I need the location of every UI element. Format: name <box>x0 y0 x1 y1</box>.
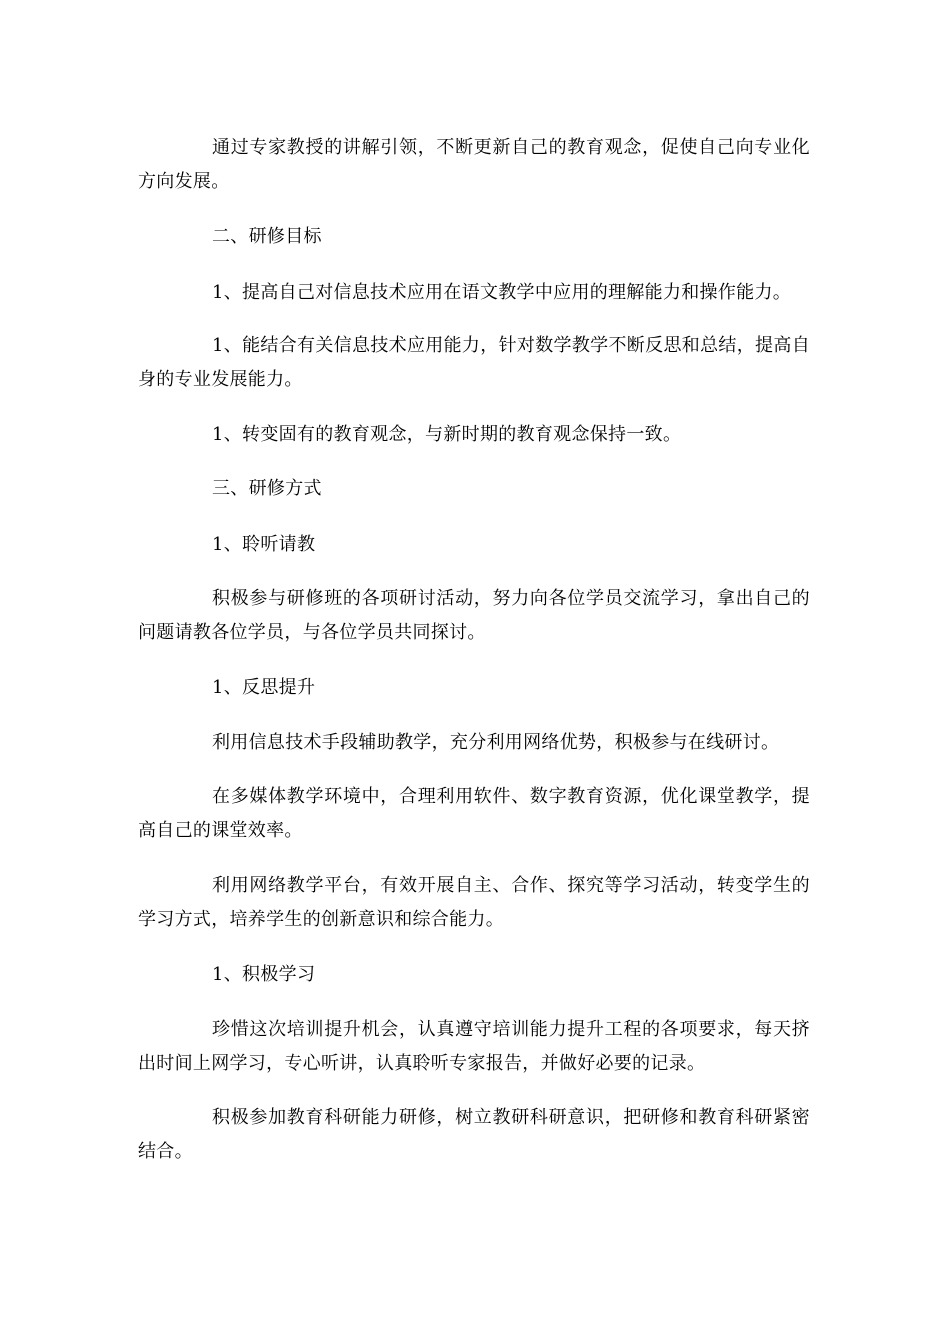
paragraph-study-2: 积极参加教育科研能力研修，树立教研科研意识，把研修和教育科研紧密结合。 <box>138 1107 810 1162</box>
paragraph-goal-2: 1、能结合有关信息技术应用能力，针对数学教学不断反思和总结，提高自身的专业发展能力。 <box>138 335 810 390</box>
heading-method-reflect: 1、反思提升 <box>212 677 316 698</box>
paragraph-study-1: 珍惜这次培训提升机会，认真遵守培训能力提升工程的各项要求，每天挤出时间上网学习，专心听讲，认真聆听专家报告，并做好必要的记录。 <box>138 1019 810 1074</box>
heading-method-study: 1、积极学习 <box>212 964 316 985</box>
paragraph-method-listen: 积极参与研修班的各项研讨活动，努力向各位学员交流学习，拿出自己的问题请教各位学员，与各位学员共同探讨。 <box>138 588 810 643</box>
paragraph-reflect-1: 利用信息技术手段辅助教学，充分利用网络优势，积极参与在线研讨。 <box>212 732 780 753</box>
heading-goals: 二、研修目标 <box>212 226 322 247</box>
paragraph-reflect-3: 利用网络教学平台，有效开展自主、合作、探究等学习活动，转变学生的学习方式，培养学生的创新意识和综合能力。 <box>138 875 810 930</box>
paragraph-goal-1: 1、提高自己对信息技术应用在语文教学中应用的理解能力和操作能力。 <box>212 282 792 303</box>
heading-method-listen: 1、聆听请教 <box>212 534 316 555</box>
paragraph-reflect-2: 在多媒体教学环境中，合理利用软件、数字教育资源，优化课堂教学，提高自己的课堂效率。 <box>138 786 810 841</box>
paragraph-intro: 通过专家教授的讲解引领，不断更新自己的教育观念，促使自己向专业化方向发展。 <box>138 137 810 192</box>
paragraph-goal-3: 1、转变固有的教育观念，与新时期的教育观念保持一致。 <box>212 424 682 445</box>
heading-methods: 三、研修方式 <box>212 478 322 499</box>
